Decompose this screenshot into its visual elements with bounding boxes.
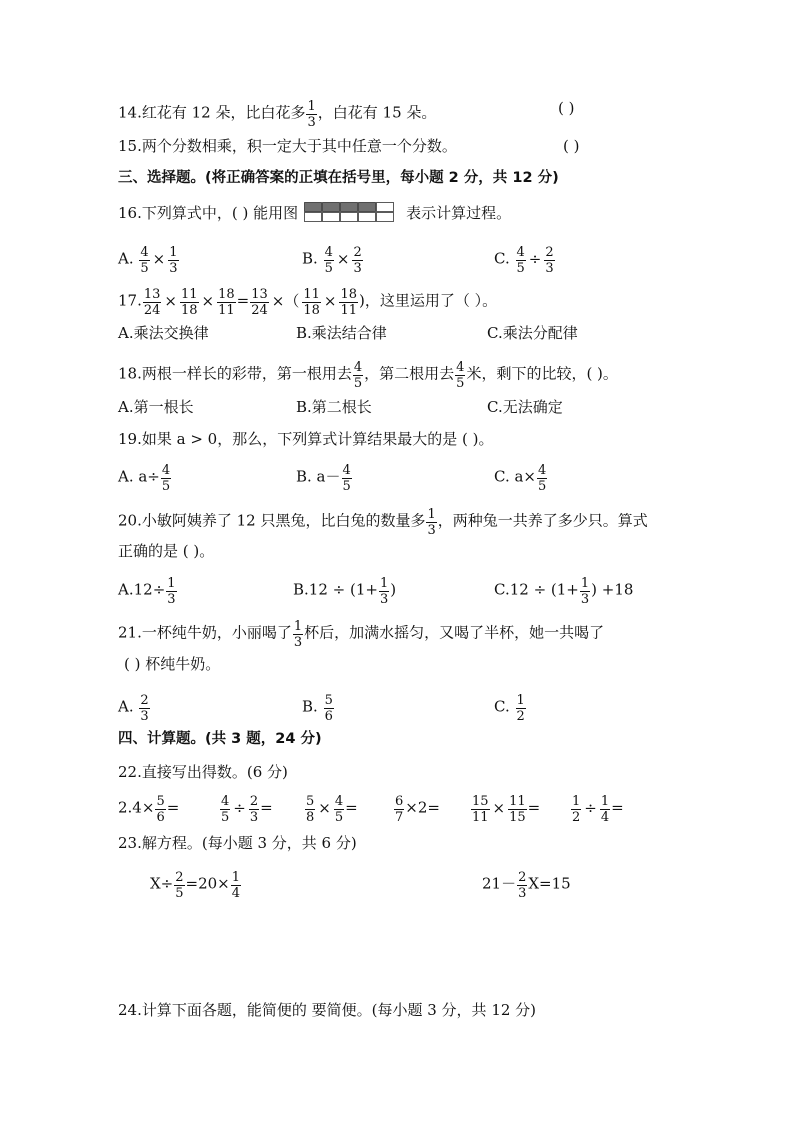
option-20-b[interactable]: B.12 ÷ (1+ $\frac{1}{3}$ ) xyxy=(293,576,397,607)
question-23: 23.解方程。(每小题 3 分，共 6 分) xyxy=(118,834,357,852)
empty-cell xyxy=(359,213,376,222)
question-19: 19.如果 a > 0，那么，下列算式计算结果最大的是 ( )。 xyxy=(118,430,494,448)
question-14: 14.红花有 12 朵，比白花多 $\frac{1}{3}$ ，白花有 15 朵。 xyxy=(118,99,437,130)
option-21-c[interactable]: C. $\frac{1}{2}$ xyxy=(494,693,525,724)
section-4-heading: 四、计算题。(共 3 题，24 分) xyxy=(118,731,322,747)
option-20-a[interactable]: A.12÷ $\frac{1}{3}$ xyxy=(118,576,176,607)
shaded-cell xyxy=(341,203,358,212)
question-15: 15.两个分数相乘，积一定大于其中任意一个分数。 xyxy=(118,137,457,155)
option-19-c[interactable]: C. a× $\frac{4}{5}$ xyxy=(494,463,547,494)
option-18-a[interactable]: A.第一根长 xyxy=(118,398,194,416)
calc-22-2: $\frac{4}{5}$ ÷ $\frac{2}{3}$ = xyxy=(221,794,273,825)
option-18-c[interactable]: C.无法确定 xyxy=(487,398,563,416)
question-17: 17. $\frac{13}{24}$ × $\frac{11}{18}$ × $\frac{18}{11}$ = $\frac{13}{24}$ ×（ $\frac{11}{18}$ × $\frac{18}{11}$ )，这里运用了（ ）。 xyxy=(118,287,498,318)
question-18: 18.两根一样长的彩带，第一根用去 $\frac{4}{5}$ ，第二根用去 $\frac{4}{5}$ 米，剩下的比较，( )。 xyxy=(118,360,618,391)
calc-22-6: $\frac{1}{2}$ ÷ $\frac{1}{4}$ = xyxy=(572,794,624,825)
section-3-heading: 三、选择题。(将正确答案的正填在括号里，每小题 2 分，共 12 分) xyxy=(118,170,559,186)
question-24: 24.计算下面各题，能简便的 要简便。(每小题 3 分，共 12 分) xyxy=(118,1001,537,1019)
empty-cell xyxy=(305,213,322,222)
option-19-b[interactable]: B. a－ $\frac{4}{5}$ xyxy=(296,463,351,494)
option-17-a[interactable]: A.乘法交换律 xyxy=(118,324,209,342)
question-21-line-2: ( ) 杯纯牛奶。 xyxy=(124,655,221,673)
equation-23-2: 21－ $\frac{2}{3}$ X=15 xyxy=(482,870,571,901)
shaded-cell xyxy=(323,203,340,212)
option-19-a[interactable]: A. a÷ $\frac{4}{5}$ xyxy=(118,463,171,494)
calc-22-4: $\frac{6}{7}$ ×2= xyxy=(395,794,440,825)
calc-22-3: $\frac{5}{8}$ × $\frac{4}{5}$ = xyxy=(306,794,358,825)
option-21-a[interactable]: A. $\frac{2}{3}$ xyxy=(118,693,149,724)
fraction: $\frac{1}{3}$ xyxy=(307,99,316,130)
empty-cell xyxy=(377,213,394,222)
question-20: 20.小敏阿姨养了 12 只黑兔，比白兔的数量多 $\frac{1}{3}$ ，两种兔一共养了多少只。算式 xyxy=(118,507,648,538)
option-21-b[interactable]: B. $\frac{5}{6}$ xyxy=(302,693,333,724)
shaded-cell xyxy=(359,203,376,212)
option-17-b[interactable]: B.乘法结合律 xyxy=(296,324,387,342)
equation-23-1: X÷ $\frac{2}{5}$ =20× $\frac{1}{4}$ xyxy=(150,870,241,901)
answer-parentheses[interactable]: ( ) xyxy=(558,99,575,117)
question-20-line-2: 正确的是 ( )。 xyxy=(118,542,215,560)
shaded-cell xyxy=(305,203,322,212)
empty-cell xyxy=(323,213,340,222)
calc-22-5: $\frac{15}{11}$ × $\frac{11}{15}$ = xyxy=(472,794,541,825)
option-17-c[interactable]: C.乘法分配律 xyxy=(487,324,578,342)
option-16-c[interactable]: C. $\frac{4}{5}$ ÷ $\frac{2}{3}$ xyxy=(494,245,554,276)
calc-22-1: 2.4× $\frac{5}{6}$ = xyxy=(118,794,180,825)
option-18-b[interactable]: B.第二根长 xyxy=(296,398,372,416)
option-20-c[interactable]: C.12 ÷ (1+ $\frac{1}{3}$ ) +18 xyxy=(494,576,634,607)
option-16-a[interactable]: A. $\frac{4}{5}$ × $\frac{1}{3}$ xyxy=(118,245,178,276)
answer-parentheses[interactable]: ( ) xyxy=(563,137,580,155)
fraction-grid-diagram xyxy=(304,202,394,222)
question-16: 16.下列算式中，( ) 能用图 表示计算过程。 xyxy=(118,204,512,222)
option-16-b[interactable]: B. $\frac{4}{5}$ × $\frac{2}{3}$ xyxy=(302,245,362,276)
question-22: 22.直接写出得数。(6 分) xyxy=(118,763,288,781)
question-21: 21.一杯纯牛奶，小丽喝了 $\frac{1}{3}$ 杯后，加满水摇匀，又喝了半杯，她一共喝了 xyxy=(118,619,605,650)
empty-cell xyxy=(377,203,394,212)
empty-cell xyxy=(341,213,358,222)
